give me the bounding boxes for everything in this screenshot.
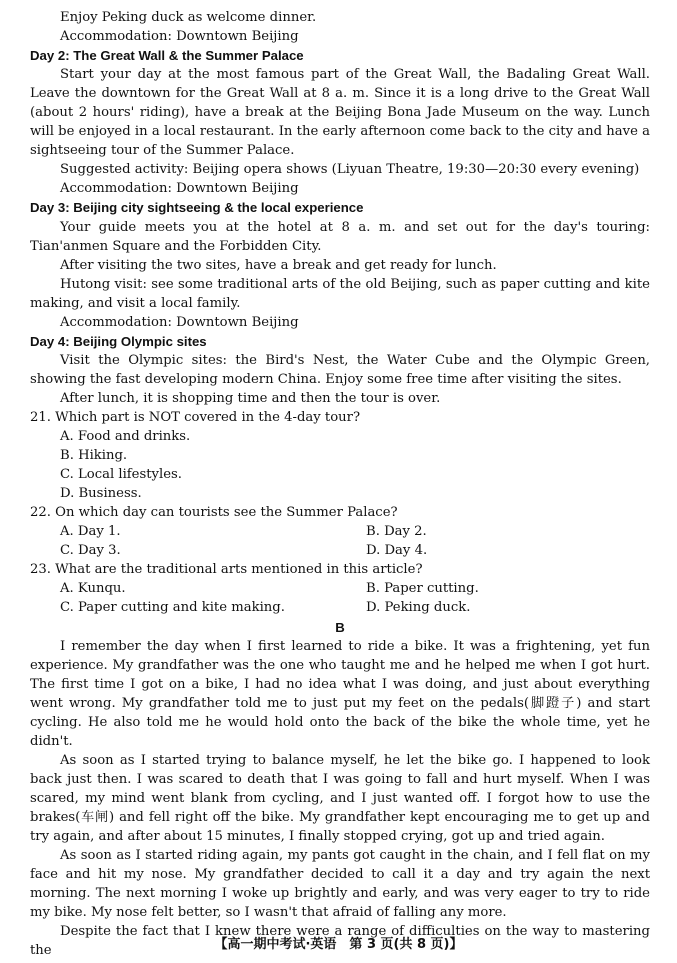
- question-21-option-c[interactable]: C. Local lifestyles.: [60, 467, 182, 483]
- question-23-options-row-1: [60, 579, 650, 598]
- day3-heading: Day 3: Beijing city sightseeing & the local experience: [30, 200, 364, 216]
- question-22-options-row-1: [60, 522, 650, 541]
- day2-activity: Suggested activity: Beijing opera shows (Liyuan Theatre, 19:30—20:30 every evening): [60, 162, 640, 178]
- day3-paragraph: Your guide meets you at the hotel at 8 a. m. and set out for the day's touring: Tian'anmen Square and the Forbidden City.: [30, 219, 650, 254]
- exam-page: [30, 8, 650, 960]
- question-21-option-d[interactable]: D. Business.: [60, 486, 142, 502]
- question-21-option-a[interactable]: A. Food and drinks.: [60, 429, 191, 445]
- passage-b-paragraph-3: As soon as I started riding again, my pants got caught in the chain, and I fell flat on my face and hit my nose. My grandfather decided to call it a day and try again the next morning. The next morning I woke up brightly and early, and was very eager to try to ride my bike. My nose felt better, so I wasn't that afraid of falling any more.: [30, 848, 650, 921]
- question-22-stem: 22. On which day can tourists see the Summer Palace?: [30, 505, 398, 521]
- question-23-options-row-2: [60, 598, 650, 617]
- question-22-options-row-2: [60, 541, 650, 560]
- question-22-option-a[interactable]: A. Day 1.: [60, 524, 121, 540]
- question-22-option-c[interactable]: C. Day 3.: [60, 543, 121, 559]
- question-22-option-d[interactable]: D. Day 4.: [366, 543, 428, 559]
- section-b-label: B: [335, 619, 345, 635]
- question-23-option-b[interactable]: B. Paper cutting.: [366, 581, 479, 597]
- day3-after: After visiting the two sites, have a break and get ready for lunch.: [60, 257, 497, 273]
- question-23-stem: 23. What are the traditional arts mentioned in this article?: [30, 562, 423, 578]
- question-21-option-b[interactable]: B. Hiking.: [60, 448, 128, 464]
- passage-b-paragraph-1: I remember the day when I first learned to ride a bike. It was a frightening, yet fun experience. My grandfather was the one who taught me and he helped me when I got hurt. The first time I got on a bike, I had no idea what I was doing, and just about everything went wrong. My grandfather told me to just put my feet on the pedals(脚蹬子) and start cycling. He also told me he would hold onto the back of the bike the whole time, yet he didn't.: [30, 638, 650, 749]
- day4-paragraph: Visit the Olympic sites: the Bird's Nest, the Water Cube and the Olympic Green, showing the fast developing modern China. Enjoy some free time after visiting the sites.: [30, 352, 650, 387]
- passage-b-paragraph-4: Despite the fact that I knew there were a range of difficulties on the way to mastering the: [30, 924, 650, 959]
- day2-paragraph: Start your day at the most famous part of the Great Wall, the Badaling Great Wall. Leave the downtown for the Great Wall at 8 a. m. Since it is a long drive to the Great Wall (about 2 hours' riding), have a break at the Beijing Bona Jade Museum on the way. Lunch will be enjoyed in a local restaurant. In the early afternoon come back to the city and have a sightseeing tour of the Summer Palace.: [30, 67, 650, 159]
- question-21-stem: 21. Which part is NOT covered in the 4-day tour?: [30, 409, 361, 425]
- day4-after: After lunch, it is shopping time and then the tour is over.: [60, 390, 441, 406]
- day4-heading: Day 4: Beijing Olympic sites: [30, 333, 207, 349]
- day3-accommodation: Accommodation: Downtown Beijing: [60, 314, 299, 330]
- intro-line-dinner: Enjoy Peking duck as welcome dinner.: [60, 10, 317, 25]
- question-23-option-d[interactable]: D. Peking duck.: [366, 600, 471, 616]
- question-23-option-c[interactable]: C. Paper cutting and kite making.: [60, 600, 285, 616]
- day2-heading: Day 2: The Great Wall & the Summer Palace: [30, 48, 304, 64]
- day3-hutong: Hutong visit: see some traditional arts of the old Beijing, such as paper cutting and kite making, and visit a local family.: [30, 276, 650, 311]
- passage-b-paragraph-2: As soon as I started trying to balance myself, he let the bike go. I happened to look back just then. I was scared to death that I was going to fall and hurt myself. When I was scared, my mind went blank from cycling, and I just wanted off. I forgot how to use the brakes(车闸) and fell right off the bike. My grandfather kept encouraging me to get up and try again, and after about 15 minutes, I finally stopped crying, got up and tried again.: [30, 752, 650, 845]
- question-22-option-b[interactable]: B. Day 2.: [366, 524, 427, 540]
- day2-accommodation: Accommodation: Downtown Beijing: [60, 181, 299, 197]
- intro-line-accommodation: Accommodation: Downtown Beijing: [60, 29, 299, 45]
- page-footer: 【高一期中考试·英语 第 3 页(共 8 页)】: [214, 937, 463, 952]
- question-23-option-a[interactable]: A. Kunqu.: [60, 581, 126, 597]
